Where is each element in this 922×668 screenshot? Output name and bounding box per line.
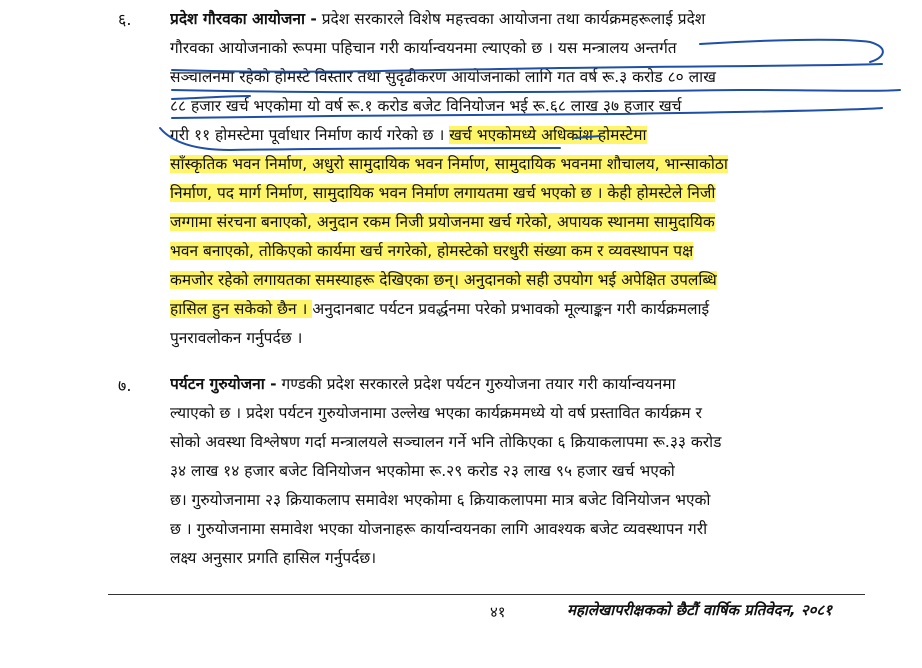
paragraph-line: गरी ११ होमस्टेमा पूर्वाधार निर्माण कार्य गरेको छ । खर्च भएकोमध्ये अधिकांश होमस्टेमा bbox=[170, 126, 647, 144]
section-number: ६. bbox=[118, 10, 132, 29]
highlighted-text: जग्गामा संरचना बनाएको, अनुदान रकम निजी प्रयोजनमा खर्च गरेको, अपायक स्थानमा सामुदायिक bbox=[170, 213, 715, 231]
paragraph-line: पर्यटन गुरुयोजना - गण्डकी प्रदेश सरकारले प्रदेश पर्यटन गुरुयोजना तयार गरी कार्यान्वयनमा bbox=[170, 375, 676, 393]
paragraph-line bbox=[170, 237, 865, 266]
section-heading: प्रदेश गौरवका आयोजना - bbox=[170, 10, 317, 28]
paragraph-line bbox=[170, 208, 865, 237]
paragraph-line: छ । गुरुयोजनामा समावेश भएका योजनाहरू कार्यान्वयनका लागि आवश्यक बजेट व्यवस्थापन गरी bbox=[170, 520, 708, 538]
paragraph-line: प्रदेश गौरवका आयोजना - प्रदेश सरकारले विशेष महत्त्वका आयोजना तथा कार्यक्रमहरूलाई प्रदेश bbox=[170, 10, 706, 28]
footer-divider bbox=[108, 594, 865, 595]
highlighted-text: हासिल हुन सकेको छैन । bbox=[170, 300, 313, 318]
paragraph-line: गौरवका आयोजनाको रूपमा पहिचान गरी कार्यान्वयनमा ल्याएको छ । यस मन्त्रालय अन्तर्गत bbox=[170, 39, 677, 57]
paragraph-line bbox=[170, 179, 865, 208]
highlighted-text: भवन बनाएको, तोकिएको कार्यमा खर्च नगरेको, होमस्टेको घरधुरी संख्या कम र व्यवस्थापन पक्ष bbox=[170, 242, 694, 260]
paragraph-line: पुनरावलोकन गर्नुपर्दछ । bbox=[170, 329, 303, 347]
section-paragraph bbox=[170, 5, 865, 353]
paragraph-line: सोको अवस्था विश्लेषण गर्दा मन्त्रालयले सञ्चालन गर्ने भनि तोकिएका ६ क्रियाकलापमा रू.३३ करोड bbox=[170, 433, 722, 451]
paragraph-line: छ। गुरुयोजनामा २३ क्रियाकलाप समावेश भएकोमा ६ क्रियाकलापमा मात्र बजेट विनियोजन भएको bbox=[170, 491, 711, 509]
highlighted-text: साँस्कृतिक भवन निर्माण, अधुरो सामुदायिक भवन निर्माण, सामुदायिक भवनमा शौचालय, भान्साकोठा bbox=[170, 155, 728, 173]
paragraph-line: सञ्चालनमा रहेको होमस्टे विस्तार तथा सुदृढीकरण आयोजनाको लागि गत वर्ष रू.३ करोड ८० लाख bbox=[170, 68, 716, 86]
paragraph-line: ८८ हजार खर्च भएकोमा यो वर्ष रू.१ करोड बजेट विनियोजन भई रू.६८ लाख ३७ हजार खर्च bbox=[170, 97, 682, 115]
highlighted-text: खर्च भएकोमध्ये अधिकांश होमस्टेमा bbox=[449, 126, 647, 144]
paragraph-line: ३४ लाख १४ हजार बजेट विनियोजन भएकोमा रू.२९ करोड २३ लाख ९५ हजार खर्च भएको bbox=[170, 462, 675, 480]
paragraph-line: लक्ष्य अनुसार प्रगति हासिल गर्नुपर्दछ। bbox=[170, 549, 377, 567]
section-number: ७. bbox=[118, 376, 132, 395]
paragraph-line: ल्याएको छ । प्रदेश पर्यटन गुरुयोजनामा उल्लेख भएका कार्यक्रममध्ये यो वर्ष प्रस्तावित कार्यक्रम र bbox=[170, 404, 702, 422]
page-number: ४१ bbox=[490, 603, 506, 621]
paragraph-line: हासिल हुन सकेको छैन । अनुदानबाट पर्यटन प्रवर्द्धनमा परेको प्रभावको मूल्याङ्कन गरी कार्यक्रमलाई bbox=[170, 300, 710, 318]
highlighted-text: निर्माण, पद मार्ग निर्माण, सामुदायिक भवन निर्माण लगायतमा खर्च भएको छ । केही होमस्टेले निजी bbox=[170, 184, 716, 202]
highlighted-text: कमजोर रहेको लगायतका समस्याहरू देखिएका छन्। अनुदानको सही उपयोग भई अपेक्षित उपलब्धि bbox=[170, 271, 717, 289]
paragraph-line bbox=[170, 266, 865, 295]
report-title: महालेखापरीक्षकको छैटौं वार्षिक प्रतिवेदन, २०८१ bbox=[567, 601, 833, 619]
paragraph-line bbox=[170, 150, 865, 179]
section-paragraph bbox=[170, 370, 865, 573]
section-heading: पर्यटन गुरुयोजना - bbox=[170, 375, 277, 393]
